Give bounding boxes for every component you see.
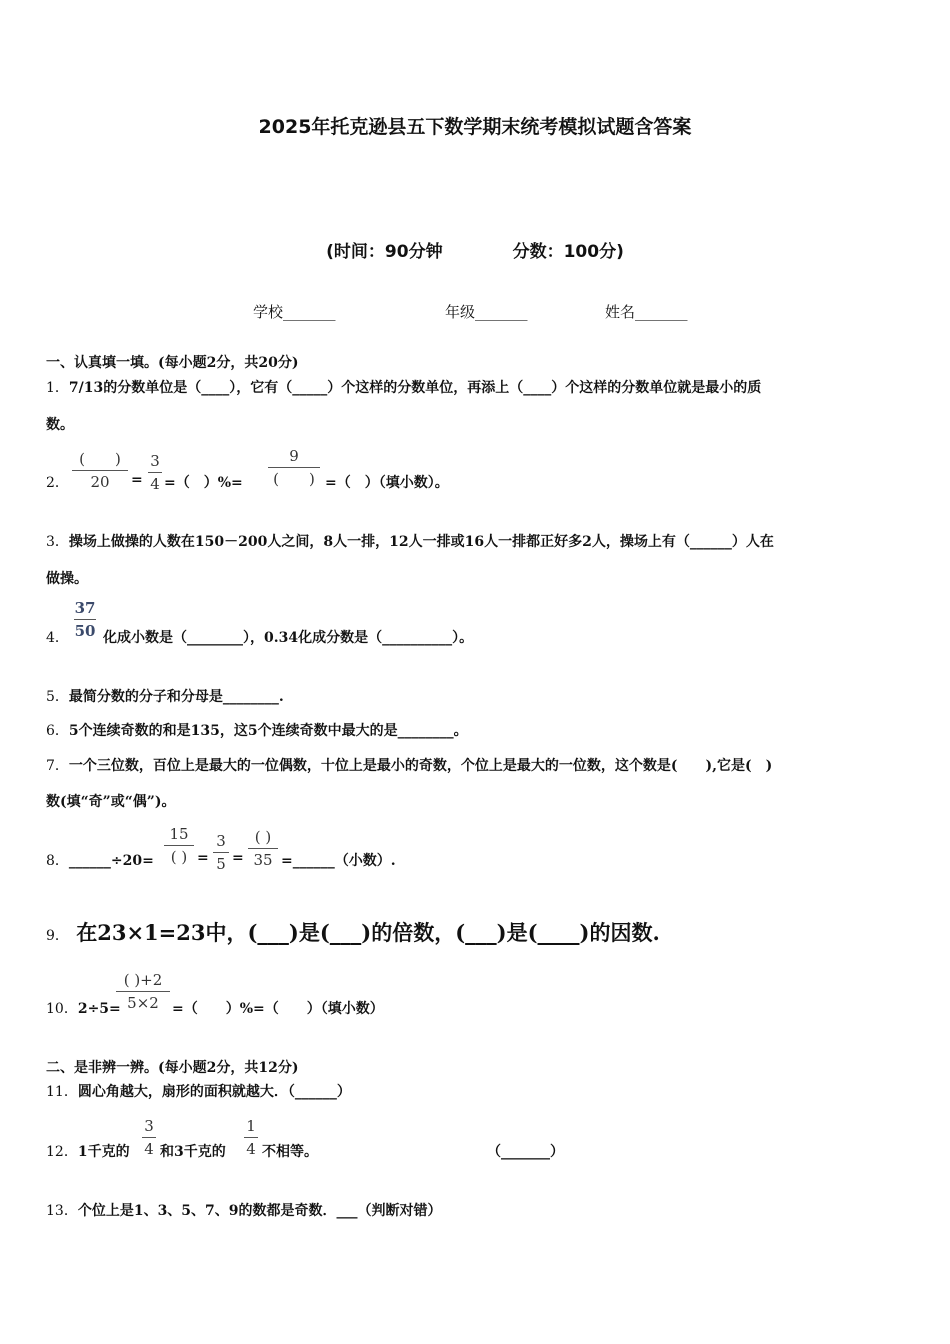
exam-time: (时间：90分钟 <box>326 242 443 262</box>
question-2-percent: =（ ）%= <box>164 475 243 491</box>
question-1-line2: 数。 <box>46 417 74 433</box>
question-13: 13．个位上是1、3、5、7、9的数都是奇数．___（判断对错） <box>46 1203 442 1219</box>
question-12-tail: 不相等。 <box>262 1144 318 1160</box>
question-7: 7．一个三位数，百位上是最大的一位偶数，十位上是最小的奇数，个位上是最大的一位数，这个数是( ),它是( ) <box>46 758 773 774</box>
question-6: 6．5个连续奇数的和是135，这5个连续奇数中最大的是________。 <box>46 723 468 739</box>
question-2-number: 2． <box>46 475 69 491</box>
question-5: 5．最简分数的分子和分母是________. <box>46 689 284 705</box>
question-number: 1． <box>46 380 69 396</box>
equals-sign: = <box>131 472 143 488</box>
question-12-mid: 和3千克的 <box>160 1144 226 1160</box>
fraction: 15 ( ) <box>164 824 194 867</box>
equals-sign: = <box>197 850 209 866</box>
fraction: ( ) 35 <box>248 827 278 870</box>
question-10-tail: =（ ）%=（ ）（填小数） <box>172 1001 384 1017</box>
question-10: 10．2÷5= <box>46 1001 121 1017</box>
fraction: ( )+2 5×2 <box>116 970 170 1013</box>
grade-field[interactable]: 年级_______ <box>445 303 528 321</box>
fraction: 3 5 <box>213 831 229 874</box>
question-8: 8．______÷20= <box>46 853 154 869</box>
question-9: 9． 在23×1=23中，(___)是(___)的倍数，(___)是(____)的因数. <box>46 920 660 945</box>
fraction: 3 4 <box>142 1116 156 1159</box>
question-4-text: 化成小数是（________），0.34化成分数是（__________）。 <box>103 630 474 646</box>
fraction: 37 50 <box>74 599 96 640</box>
section-2-heading: 二、是非辨一辨。(每小题2分，共12分) <box>46 1060 299 1076</box>
question-3-line2: 做操。 <box>46 571 88 587</box>
question-1 <box>46 377 761 397</box>
name-field[interactable]: 姓名_______ <box>605 303 688 321</box>
exam-info <box>0 237 950 262</box>
fraction: 9 ( ) <box>268 446 320 489</box>
fraction: 3 4 <box>148 451 162 494</box>
question-7-line2: 数(填“奇”或“偶”)。 <box>46 794 176 810</box>
page-title: 2025年托克逊县五下数学期末统考模拟试题含答案 <box>258 116 692 138</box>
question-4-number: 4． <box>46 630 69 646</box>
question-8-tail: =______（小数）. <box>281 853 396 869</box>
question-3: 3．操场上做操的人数在150－200人之间，8人一排，12人一排或16人一排都正好多2人，操场上有（______）人在 <box>46 534 774 550</box>
fraction: ( ) 20 <box>72 449 128 492</box>
question-text: 7/13的分数单位是（____），它有（_____）个这样的分数单位，再添上（____）个这样的分数单位就是最小的质 <box>68 380 762 396</box>
equals-sign: = <box>232 850 244 866</box>
section-1-heading: 一、认真填一填。(每小题2分，共20分) <box>46 355 299 371</box>
question-11: 11．圆心角越大，扇形的面积就越大．（______） <box>46 1084 351 1100</box>
exam-score: 分数：100分) <box>512 242 624 262</box>
question-2-tail: =（ ）（填小数）。 <box>325 475 449 491</box>
answer-blank[interactable]: （_______） <box>487 1144 564 1160</box>
school-field[interactable]: 学校_______ <box>253 303 336 321</box>
fraction: 1 4 <box>244 1116 258 1159</box>
question-12: 12．1千克的 <box>46 1144 130 1160</box>
